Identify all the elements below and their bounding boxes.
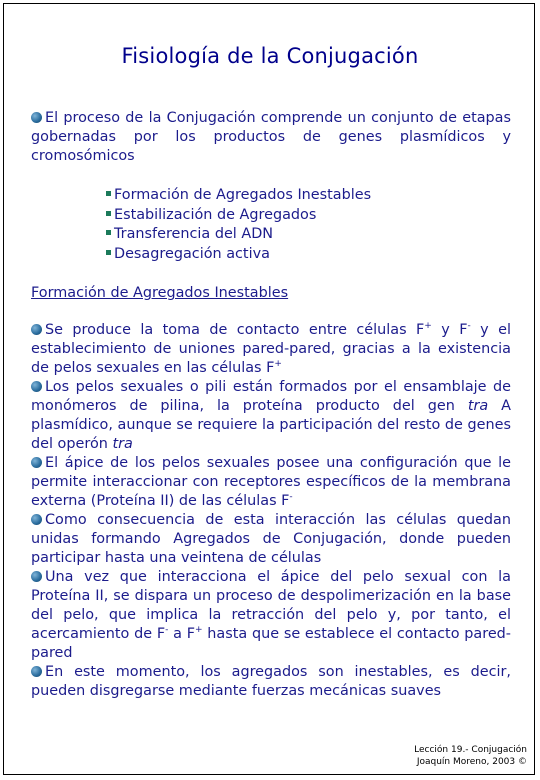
footer xyxy=(414,744,527,768)
paragraph: Los pelos sexuales o pili están formados por el ensamblaje de monómeros de pilina, la proteína producto del gen tra A plasmídico, aunque se requiere la participación del resto de genes del operón tra xyxy=(31,379,511,452)
square-bullet-icon xyxy=(106,230,111,235)
page-title: Fisiología de la Conjugación xyxy=(121,44,419,68)
sphere-bullet-icon xyxy=(31,324,42,335)
intro-paragraph xyxy=(31,109,511,166)
paragraph: En este momento, los agregados son inestables, es decir, pueden disgregarse mediante fuerzas mecánicas suaves xyxy=(31,664,511,699)
square-bullet-icon xyxy=(106,250,111,255)
square-bullet-icon xyxy=(106,211,111,216)
footer-author: Joaquín Moreno, 2003 © xyxy=(416,757,527,767)
sphere-bullet-icon xyxy=(31,457,42,468)
list-item: Desagregación activa xyxy=(106,245,466,265)
paragraph: Como consecuencia de esta interacción las células quedan unidas formando Agregados de Conjugación, donde pueden participar hasta una veintena de células xyxy=(31,512,511,566)
sphere-bullet-icon xyxy=(31,381,42,392)
intro-text: El proceso de la Conjugación comprende un conjunto de etapas gobernadas por los productos de genes plasmídicos y cromosómicos xyxy=(31,110,511,164)
stages-list xyxy=(106,186,466,264)
sphere-bullet-icon xyxy=(31,666,42,677)
footer-lesson: Lección 19.- Conjugación xyxy=(414,745,527,755)
list-item: Estabilización de Agregados xyxy=(106,206,466,226)
section-heading: Formación de Agregados Inestables xyxy=(31,285,289,301)
paragraph: Una vez que interacciona el ápice del pelo sexual con la Proteína II, se dispara un proceso de despolimerización en la base del pelo, que implica la retracción del pelo y, por tanto, el acercamiento de F- a F+ hasta que se establece el contacto pared-pared xyxy=(31,569,511,661)
sphere-bullet-icon xyxy=(31,514,42,525)
list-item: Transferencia del ADN xyxy=(106,225,466,245)
square-bullet-icon xyxy=(106,191,111,196)
list-item: Formación de Agregados Inestables xyxy=(106,186,466,206)
sphere-bullet-icon xyxy=(31,571,42,582)
paragraph: Se produce la toma de contacto entre células F+ y F- y el establecimiento de uniones pared-pared, gracias a la existencia de pelos sexuales en las células F+ xyxy=(31,321,511,376)
body-paragraphs xyxy=(31,321,511,701)
paragraph: El ápice de los pelos sexuales posee una configuración que le permite interaccionar con receptores específicos de la membrana externa (Proteína II) de las células F- xyxy=(31,455,511,509)
sphere-bullet-icon xyxy=(31,112,42,123)
